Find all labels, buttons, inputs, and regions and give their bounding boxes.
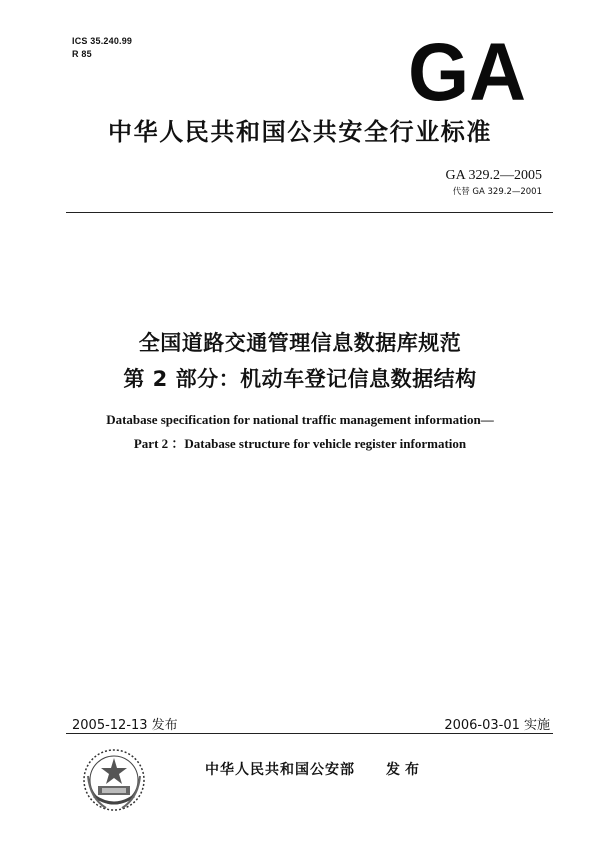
publish-label: 发布 bbox=[386, 762, 424, 778]
top-divider bbox=[66, 212, 553, 213]
ga-logo bbox=[405, 34, 530, 106]
r-code: R 85 bbox=[72, 49, 92, 59]
org-title: 中华人民共和国公共安全行业标准 bbox=[108, 118, 492, 146]
english-title-line-2: Part 2 ：Database structure for vehicle register information bbox=[133, 436, 467, 451]
replaces-note: 代替 GA 329.2—2001 bbox=[452, 187, 542, 197]
chinese-title-line-2: 第 2 部分：机动车登记信息数据结构 bbox=[123, 367, 477, 391]
ics-code: ICS 35.240.99 bbox=[72, 36, 133, 46]
ministry-emblem-icon bbox=[80, 746, 148, 818]
chinese-title-line-1: 全国道路交通管理信息数据库规范 bbox=[138, 331, 462, 355]
implementation-date: 2006-03-01 实施 bbox=[444, 718, 550, 733]
english-title-line-1: Database specification for national traffic management information— bbox=[106, 412, 494, 427]
publisher-name: 中华人民共和国公安部 bbox=[205, 762, 355, 778]
standard-number: GA 329.2—2005 bbox=[445, 168, 542, 183]
bottom-divider bbox=[66, 733, 553, 734]
issue-date: 2005-12-13 发布 bbox=[72, 718, 178, 733]
ga-logo-text: GA bbox=[408, 34, 526, 106]
